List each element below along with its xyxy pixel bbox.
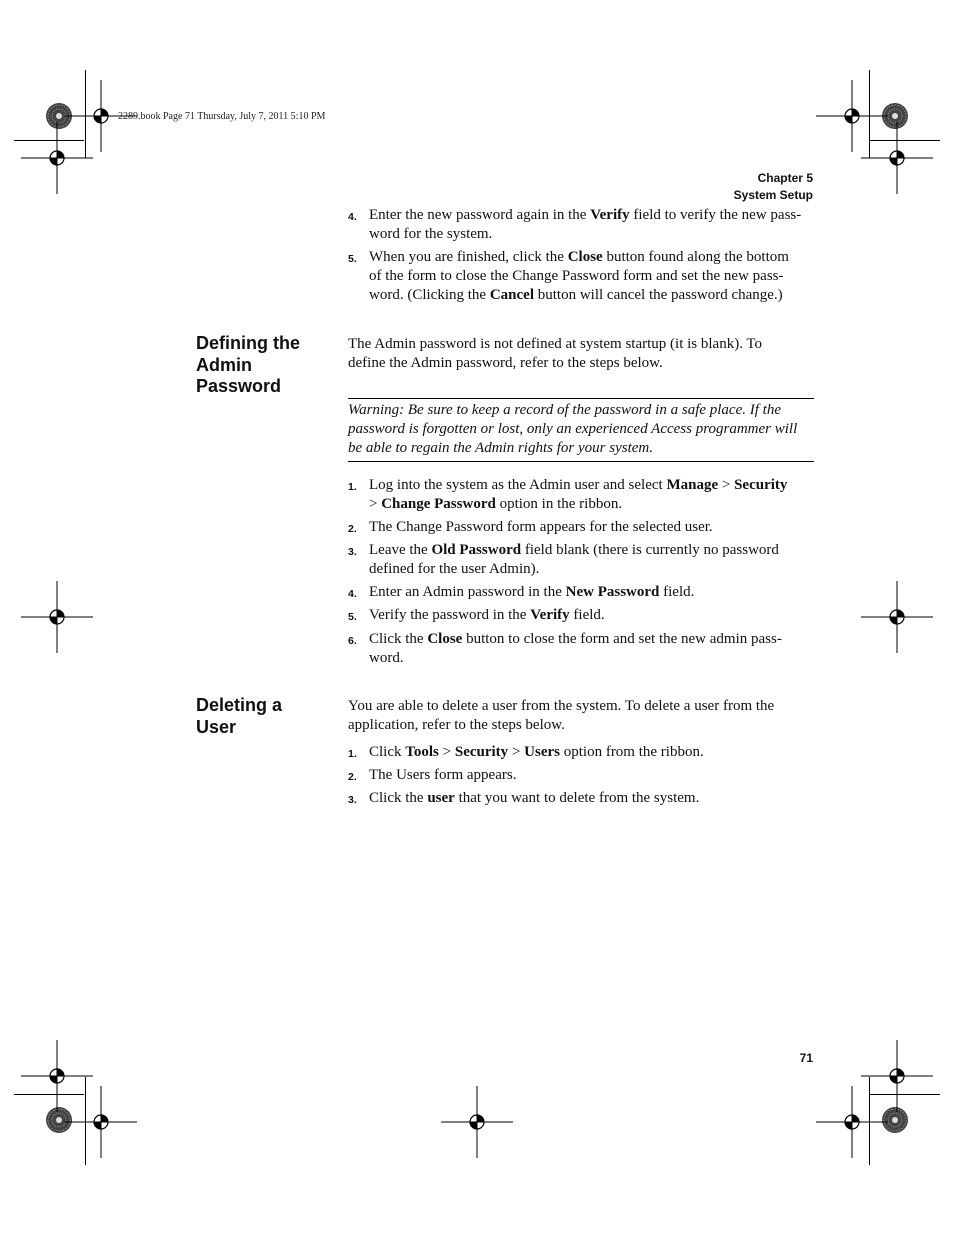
crosshair-icon: [861, 581, 933, 653]
crosshair-icon: [65, 1086, 137, 1158]
list-item: 2. The Change Password form appears for the selected user.: [348, 518, 818, 537]
list-item: 3. Leave the Old Password field blank (there is currently no password defined for the user Admin).: [348, 542, 779, 577]
crosshair-icon: [816, 1086, 888, 1158]
step-number: 2.: [348, 523, 357, 535]
crosshair-icon: [441, 1086, 513, 1158]
crosshair-icon: [21, 122, 93, 194]
step-number: 1.: [348, 481, 357, 493]
step-number: 3.: [348, 546, 357, 558]
star-target-icon: [882, 1107, 908, 1133]
list-item: 6. Click the Close button to close the form and set the new admin pass- word.: [348, 631, 782, 666]
crosshair-icon: [861, 1040, 933, 1112]
list-item: 2. The Users form appears.: [348, 766, 818, 785]
list-item: 5. When you are finished, click the Close button found along the bottom of the form to close the Change Password form and set the new pass- word. (Clicking the Cancel button will cancel the password change.): [348, 249, 789, 303]
crosshair-icon: [21, 1040, 93, 1112]
list-item: 4. Enter an Admin password in the New Password field.: [348, 583, 818, 602]
step-number: 5.: [348, 253, 357, 265]
list-item: 1. Click Tools > Security > Users option from the ribbon.: [348, 743, 818, 762]
step-number: 1.: [348, 748, 357, 760]
divider: [348, 398, 814, 399]
crosshair-icon: [861, 122, 933, 194]
section-intro: The Admin password is not defined at system startup (it is blank). To define the Admin password, refer to the steps below.: [348, 336, 763, 371]
crosshair-icon: [21, 581, 93, 653]
section-heading: Deleting a User: [196, 695, 283, 737]
section-intro: You are able to delete a user from the system. To delete a user from the application, refer to the steps below.: [348, 698, 775, 733]
star-target-icon: [46, 1107, 72, 1133]
warning-note: Warning: Be sure to keep a record of the password in a safe place. If the password is forgotten or lost, only an experienced Access programmer will be able to regain the Admin rights for your system.: [348, 402, 798, 456]
step-number: 4.: [348, 588, 357, 600]
list-item: 3. Click the user that you want to delete from the system.: [348, 789, 818, 808]
page-number: 71: [799, 1051, 813, 1065]
list-item: 5. Verify the password in the Verify field.: [348, 606, 818, 625]
step-number: 2.: [348, 771, 357, 783]
step-number: 4.: [348, 211, 357, 223]
step-number: 5.: [348, 611, 357, 623]
section-heading: Defining the Admin Password: [196, 333, 300, 396]
crosshair-icon: [816, 80, 888, 152]
list-item: 4. Enter the new password again in the Verify field to verify the new pass- word for the system.: [348, 207, 802, 242]
chapter-label: Chapter 5: [757, 171, 813, 185]
step-number: 6.: [348, 635, 357, 647]
divider: [348, 461, 814, 462]
section-label: System Setup: [733, 188, 813, 202]
list-item: 1. Log into the system as the Admin user and select Manage > Security > Change Password option in the ribbon.: [348, 477, 788, 512]
step-number: 3.: [348, 794, 357, 806]
print-slug: 2289.book Page 71 Thursday, July 7, 2011 5:10 PM: [118, 111, 326, 122]
